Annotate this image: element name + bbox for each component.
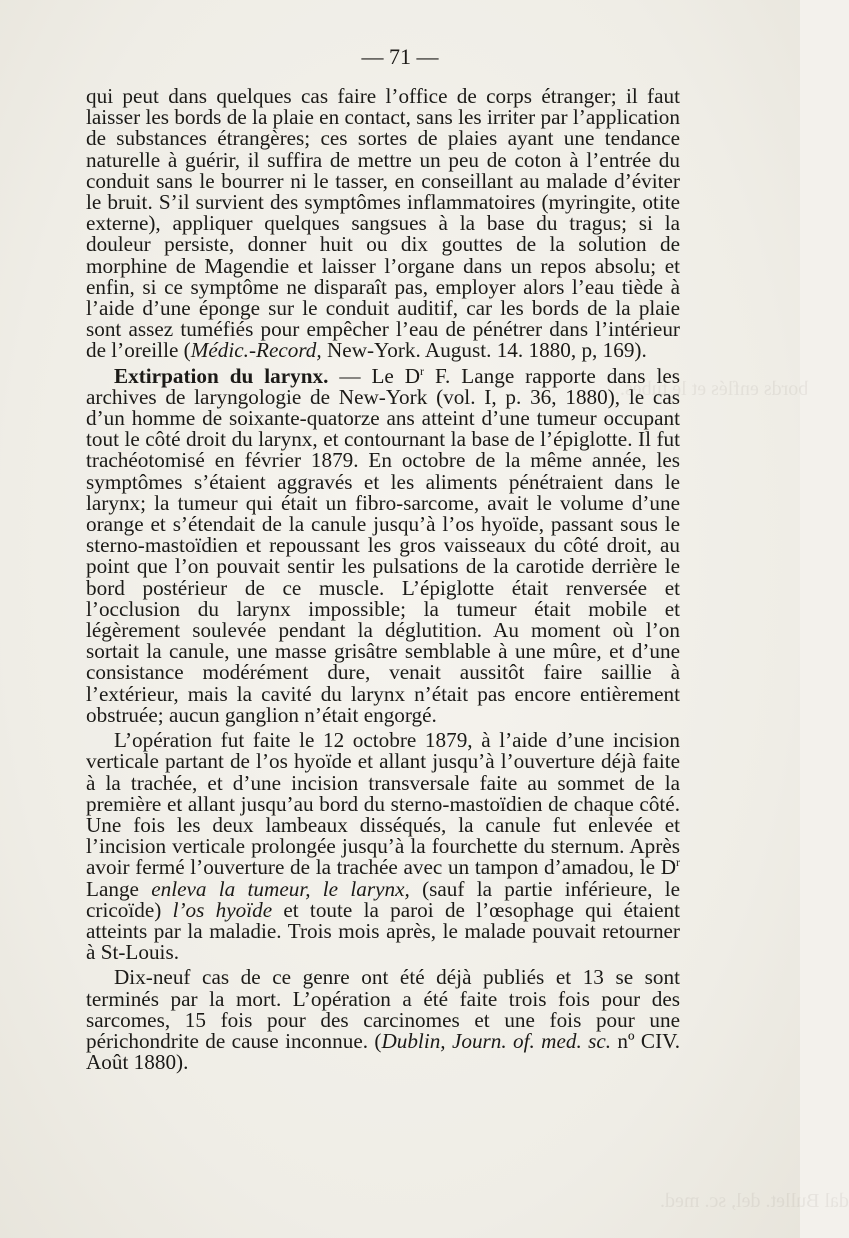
body-text: [86, 86, 680, 1073]
paragraph-text: New-York. August. 14. 1880, p, 169).: [321, 338, 647, 363]
paragraph-text: Lange: [86, 876, 152, 901]
bleed-through-text: bords enflés et le tubes.: [620, 378, 809, 400]
superscript: r: [676, 855, 680, 870]
italic-text: enleva la tumeur, le larynx,: [151, 876, 410, 901]
paragraph-text: qui peut dans quelques cas faire l’office de corps étranger; il faut laisser les bords de la plaie en contact, sans les irriter par l’application de substances étrangères; ces sortes de plaies ayant une tendance naturelle à guérir, il suffira de mettre un peu de coton à l’entrée du conduit sans le bourrer ni le tasser, en conseillant au malade d’éviter le bruit. S’il survient des symptômes inflammatoires (myringite, otite externe), appliquer quelques sangsues à la base du tragus; si la douleur persiste, donner huit ou dix gouttes de la solution de morphine de Magendie et laisser l’organe dans un repos absolu; et enfin, si ce symptôme ne disparaît pas, employer alors l’eau tiède à l’aide d’une éponge sur le conduit auditif, car les bords de la plaie sont assez tuméfiés pour empêcher l’eau de pénétrer dans l’intérieur de l’oreille (: [86, 84, 680, 363]
paragraph-text: nº CIV. Août 1880).: [86, 1028, 680, 1075]
paragraph-continuation: [86, 86, 680, 362]
paragraph-operation: [86, 730, 680, 963]
paragraph-larynx-extirpation: [86, 363, 680, 727]
paragraph-text: L’opération fut faite le 12 octobre 1879, à l’aide d’une incision verticale partant de l’os hyoïde et allant jusqu’à l’ouverture déjà faite à la trachée, et d’une incision transversale faite au sommet de la première et allant jusqu’au bord du sterno-mastoïdien de chaque côté. Une fois les deux lambeaux disséqués, la canule fut enlevée et l’incision verticale prolongée jusqu’à la fourchette du sternum. Après avoir fermé l’ouverture de la trachée avec un tampon d’amadou, le D: [86, 728, 680, 880]
citation-journal: Dublin, Journ. of. med. sc.: [381, 1028, 612, 1053]
paragraph-text: — Le D: [328, 363, 421, 388]
page-number: — 71 —: [361, 44, 439, 69]
paragraph-text: (sauf la partie inférieure, le cricoïde): [86, 876, 680, 922]
section-heading: Extirpation du larynx.: [114, 363, 329, 388]
superscript: r: [420, 363, 425, 378]
bleed-through-text: dal Bullet. del, sc. med.: [660, 1190, 849, 1212]
paragraph-text: et toute la paroi de l’œsophage qui étaient atteints par la maladie. Trois mois après, le malade pouvait retourner à St-Louis.: [86, 897, 680, 965]
paragraph-statistics: [86, 967, 680, 1073]
paragraph-text: F. Lange rapporte dans les archives de laryngologie de New-York (vol. I, p. 36, 1880), le cas d’un homme de soixante-quatorze ans atteint d’une tumeur occupant tout le côté droit du larynx, et contournant la base de l’épiglotte. Il fut trachéotomisé en février 1879. En octobre de la même année, les symptômes s’étaient aggravés et les aliments pénétraient dans le larynx; la tumeur qui était un fibro-sarcome, avait le volume d’une orange et s’étendait de la canule jusqu’à l’os hyoïde, passant sous le sterno-mastoïdien et repoussant les gros vaisseaux du côté droit, au point que l’on pouvait sentir les pulsations de la carotide derrière le bord postérieur de ce muscle. L’épiglotte était renversée et l’occlusion du larynx impossible; la tumeur était mobile et légèrement soulevée pendant la déglutition. Au moment où l’on sortait la canule, une masse grisâtre semblable à une mûre, et d’une consistance modérément dure, venait aussitôt faire saillie à l’extérieur, mais la cavité du larynx n’était pas encore entièrement obstruée; aucun ganglion n’était engorgé.: [86, 363, 680, 727]
paragraph-text: Dix-neuf cas de ce genre ont été déjà publiés et 13 se sont terminés par la mort. L’opération a été faite trois fois pour des sarcomes, 15 fois pour des carcinomes et une fois pour une périchondrite de cause inconnue. (: [86, 965, 680, 1053]
citation-journal: Médic.-Record,: [190, 338, 322, 363]
italic-text: l’os hyoïde: [172, 897, 273, 922]
